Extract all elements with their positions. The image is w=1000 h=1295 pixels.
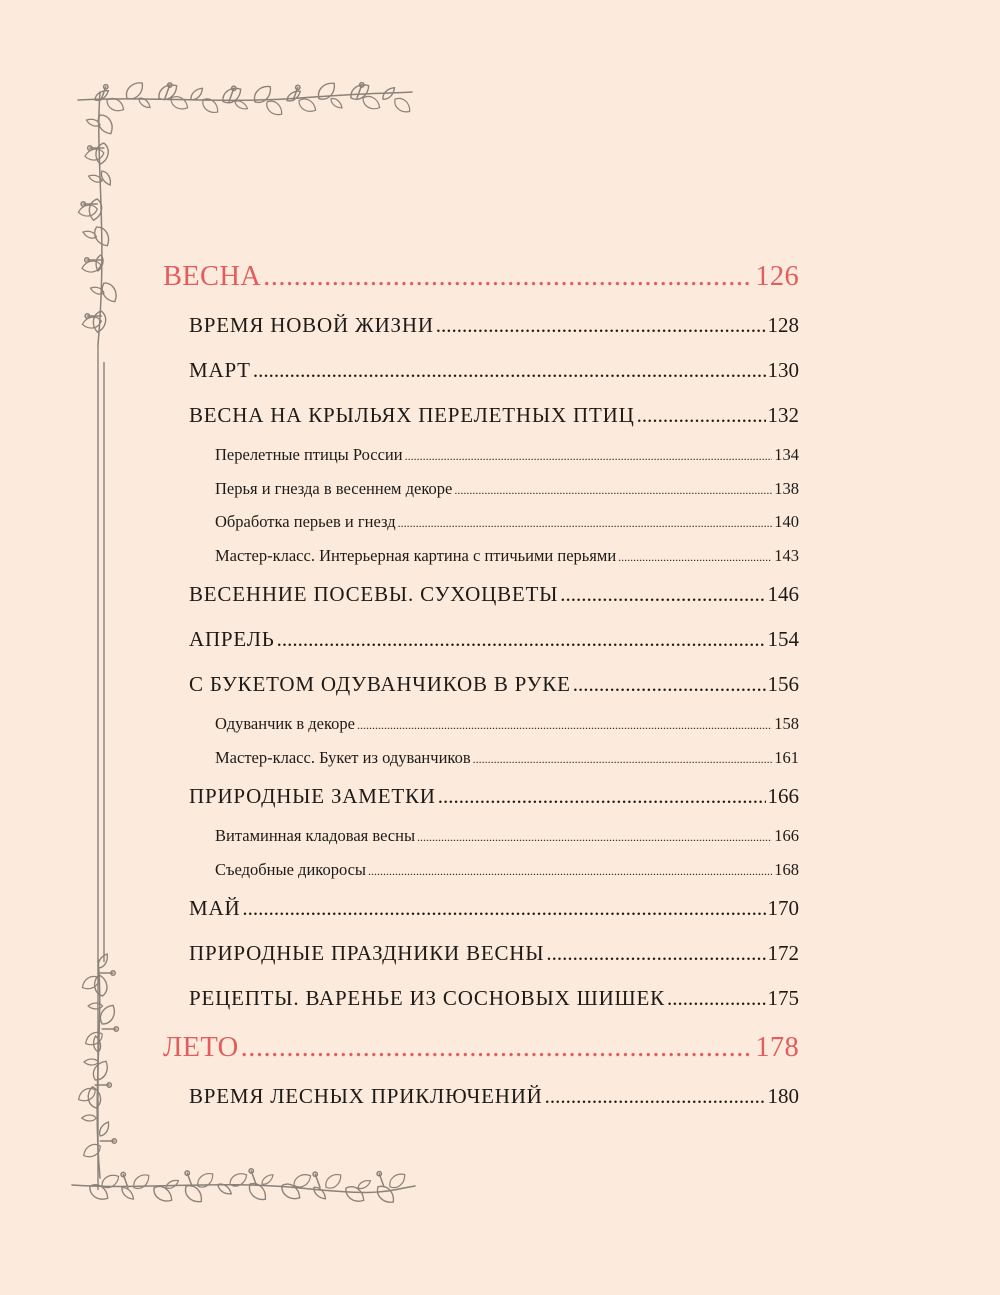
toc-entry-page: 143 — [774, 545, 799, 565]
toc-chapter[interactable] — [163, 976, 799, 1021]
toc-chapter[interactable] — [163, 303, 799, 348]
toc-entry-page: 161 — [774, 747, 799, 767]
toc-entry-page: 166 — [774, 826, 799, 845]
toc-entry-title: Мастер-класс. Букет из одуванчиков — [215, 747, 471, 767]
dot-leader — [241, 1021, 754, 1074]
toc-subchapter[interactable] — [163, 438, 799, 472]
toc-entry-page: 132 — [767, 403, 799, 427]
toc-subchapter[interactable] — [163, 539, 799, 573]
toc-entry-page: 178 — [755, 1032, 799, 1063]
toc-chapter[interactable] — [163, 931, 799, 976]
toc-chapter[interactable] — [163, 572, 799, 617]
dot-leader — [368, 855, 772, 889]
toc-chapter[interactable] — [163, 348, 799, 393]
toc-entry-page: 128 — [767, 313, 799, 337]
toc-subchapter[interactable] — [163, 741, 799, 775]
toc-entry-title: АПРЕЛЬ — [189, 627, 275, 651]
toc-entry-page: 154 — [767, 627, 799, 651]
toc-entry-title: МАЙ — [189, 896, 241, 920]
dot-leader — [545, 1074, 766, 1119]
dot-leader — [277, 617, 766, 662]
toc-entry-page: 134 — [774, 445, 799, 464]
toc-entry-page: 146 — [767, 582, 799, 606]
toc-entry-title: Обработка перьев и гнезд — [215, 512, 396, 531]
toc-entry-title: Перелетные птицы России — [215, 445, 403, 464]
dot-leader — [357, 709, 772, 743]
toc-entry-title: С БУКЕТОМ ОДУВАНЧИКОВ В РУКЕ — [189, 672, 571, 696]
toc-entry-title: ПРИРОДНЫЕ ПРАЗДНИКИ ВЕСНЫ — [189, 941, 545, 965]
toc-entry-page: 126 — [755, 261, 799, 292]
toc-entry-page: 180 — [767, 1084, 799, 1108]
toc-chapter[interactable] — [163, 393, 799, 438]
dot-leader — [405, 440, 773, 474]
toc-entry-title: Перья и гнезда в весеннем декоре — [215, 478, 453, 498]
toc-entry-page: 166 — [767, 784, 799, 808]
toc-entry-title: ВРЕМЯ НОВОЙ ЖИЗНИ — [189, 313, 434, 337]
toc-subchapter[interactable] — [163, 819, 799, 853]
toc-chapter[interactable] — [163, 774, 799, 819]
toc-chapter[interactable] — [163, 662, 799, 707]
dot-leader — [473, 743, 773, 777]
toc-entry-title: ЛЕТО — [163, 1032, 239, 1063]
toc-entry-title: ВЕСЕННИЕ ПОСЕВЫ. СУХОЦВЕТЫ — [189, 582, 559, 606]
dot-leader — [253, 348, 766, 393]
toc-entry-title: МАРТ — [189, 358, 251, 382]
dot-leader — [573, 662, 766, 707]
toc-entry-title: Мастер-класс. Интерьерная картина с птичьими перьями — [215, 545, 617, 565]
dot-leader — [242, 886, 765, 931]
toc-subchapter[interactable] — [163, 853, 799, 887]
toc-chapter[interactable] — [163, 1074, 799, 1119]
toc-entry-page: 170 — [767, 896, 799, 920]
toc-subchapter[interactable] — [163, 472, 799, 506]
toc-entry-title: ВЕСНА НА КРЫЛЬЯХ ПЕРЕЛЕТНЫХ ПТИЦ — [189, 403, 635, 427]
toc-entry-page: 140 — [774, 512, 799, 531]
toc-section[interactable] — [163, 1021, 799, 1074]
toc-entry-page: 175 — [767, 986, 799, 1010]
toc-subchapter[interactable] — [163, 505, 799, 539]
toc-entry-page: 158 — [774, 714, 799, 733]
dot-leader — [436, 303, 766, 348]
dot-leader — [398, 507, 773, 541]
toc-entry-title: Съедобные дикоросы — [215, 859, 367, 879]
toc-chapter[interactable] — [163, 617, 799, 662]
toc-entry-title: Витаминная кладовая весны — [215, 826, 416, 845]
dot-leader — [618, 541, 772, 575]
dot-leader — [454, 474, 772, 508]
toc-entry-page: 130 — [767, 358, 799, 382]
toc-entry-title: ВРЕМЯ ЛЕСНЫХ ПРИКЛЮЧЕНИЙ — [189, 1084, 543, 1108]
toc-section[interactable] — [163, 250, 799, 303]
toc-entry-title: РЕЦЕПТЫ. ВАРЕНЬЕ ИЗ СОСНОВЫХ ШИШЕК — [189, 986, 665, 1010]
dot-leader — [637, 393, 766, 438]
toc-entry-title: ВЕСНА — [163, 261, 262, 292]
toc-entry-page: 168 — [774, 859, 799, 879]
toc-entry-page: 156 — [767, 672, 799, 696]
toc-entry-page: 172 — [767, 941, 799, 965]
table-of-contents — [163, 250, 799, 1119]
toc-entry-title: ПРИРОДНЫЕ ЗАМЕТКИ — [189, 784, 436, 808]
toc-subchapter[interactable] — [163, 707, 799, 741]
dot-leader — [263, 250, 753, 303]
dot-leader — [417, 821, 772, 855]
dot-leader — [667, 976, 766, 1021]
dot-leader — [546, 931, 765, 976]
toc-chapter[interactable] — [163, 886, 799, 931]
toc-entry-title: Одуванчик в декоре — [215, 714, 355, 733]
dot-leader — [438, 774, 766, 819]
toc-entry-page: 138 — [774, 478, 799, 498]
dot-leader — [560, 572, 765, 617]
